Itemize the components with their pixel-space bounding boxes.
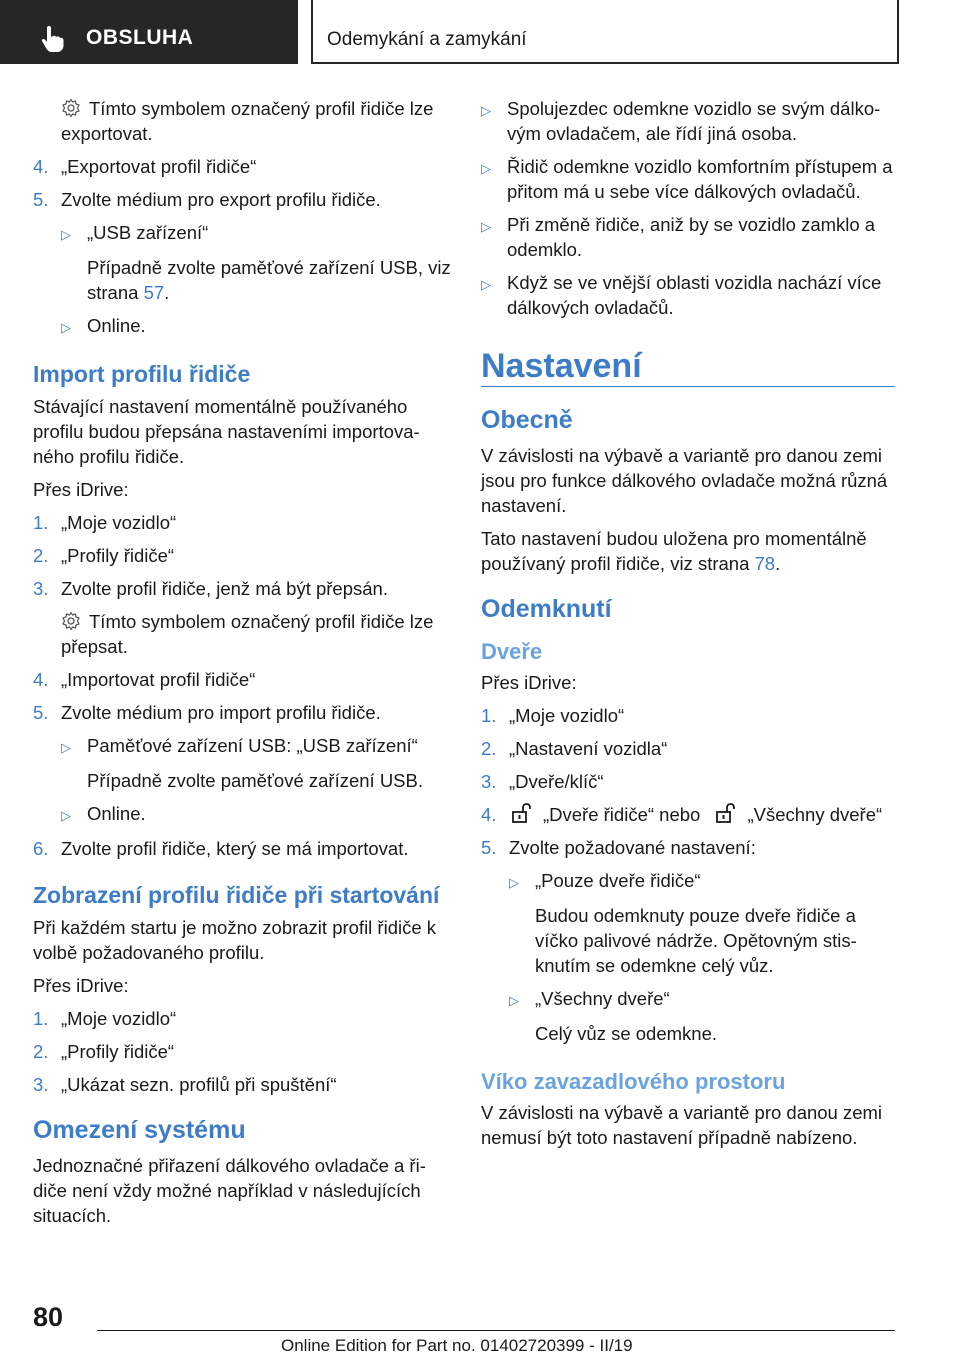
list-item: 6. Zvolte profil řidiče, který se má importovat. xyxy=(33,838,409,859)
list-item: 5. Zvolte médium pro export profilu řidiče. xyxy=(33,189,381,210)
footer-divider xyxy=(97,1330,895,1331)
bullet-note: Budou odemknuty pouze dveře řidiče a víčko palivové nádrže. Opětovným stis-knutím se odemkne celý vůz. xyxy=(535,905,857,976)
section-heading: Import profilu řidiče xyxy=(33,361,251,387)
section-heading: Obecně xyxy=(481,406,573,434)
section-heading: Zobrazení profilu řidiče při startování xyxy=(33,882,440,908)
chapter-title: Odemykání a zamykání xyxy=(327,29,527,50)
bullet-item: ▷ Když se ve vnější oblasti vozidla nachází více dálkových ovladačů. xyxy=(481,272,882,318)
lock-open-icon xyxy=(715,802,737,824)
list-item: 4. „Exportovat profil řidiče“ xyxy=(33,156,257,177)
bullet-item: ▷ Online. xyxy=(61,803,146,824)
chapter-heading: Nastavení xyxy=(481,346,895,387)
paragraph: V závislosti na výbavě a variantě pro danou zemi nemusí být toto nastavení případně nabízeno. xyxy=(481,1102,883,1148)
right-column xyxy=(481,96,895,1158)
paragraph: Přes iDrive: xyxy=(33,975,129,996)
gear-icon xyxy=(61,611,81,631)
paragraph: Přes iDrive: xyxy=(33,479,129,500)
bullet-note: Případně zvolte paměťové zařízení USB, viz strana 57. xyxy=(87,257,451,303)
bullet-item: ▷ Online. xyxy=(61,315,146,336)
bullet-item: ▷ Řidič odemkne vozidlo komfortním přístupem a přitom má u sebe více dálkových ovladačů. xyxy=(481,156,893,202)
paragraph: Při každém startu je možno zobrazit profil řidiče k volbě požadovaného profilu. xyxy=(33,917,437,963)
list-item: 3. „Dveře/klíč“ xyxy=(481,771,604,792)
section-heading: Omezení systému xyxy=(33,1116,246,1144)
list-item: 3. Zvolte profil řidiče, jenž má být přepsán. xyxy=(33,578,388,599)
list-item: 1. „Moje vozidlo“ xyxy=(481,705,625,726)
list-item: 5. Zvolte požadované nastavení: xyxy=(481,837,756,858)
list-item: 4. „Importovat profil řidiče“ xyxy=(33,669,256,690)
subsection-heading: Dveře xyxy=(481,639,543,664)
section-tab xyxy=(0,0,298,64)
bullet-item: ▷ „USB zařízení“ xyxy=(61,222,209,243)
paragraph: Tato nastavení budou uložena pro momentálně používaný profil řidiče, viz strana 78. xyxy=(481,528,867,574)
paragraph: Jednoznačné přiřazení dálkového ovladače a ři-diče není vždy možné například v následujících situacích. xyxy=(33,1155,426,1226)
page-number: 80 xyxy=(33,1302,64,1332)
page-link[interactable]: 57 xyxy=(143,282,165,303)
list-item: 2. „Profily řidiče“ xyxy=(33,545,175,566)
subsection-heading: Víko zavazadlového prostoru xyxy=(481,1069,786,1094)
list-item: 2. „Profily řidiče“ xyxy=(33,1041,175,1062)
bullet-item: ▷ Při změně řidiče, aniž by se vozidlo zamklo a odemklo. xyxy=(481,214,876,260)
list-item: 3. „Ukázat sezn. profilů při spuštění“ xyxy=(33,1074,337,1095)
paragraph: V závislosti na výbavě a variantě pro danou zemi jsou pro funkce dálkového ovladače možná různá nastavení. xyxy=(481,445,888,516)
overwrite-note: Tímto symbolem označený profil řidiče lze přepsat. xyxy=(61,611,434,657)
page-link[interactable]: 78 xyxy=(754,553,776,574)
bullet-item: ▷ Spolujezdec odemkne vozidlo se svým dálko-vým ovladačem, ale řídí jiná osoba. xyxy=(481,98,881,144)
list-item: 1. „Moje vozidlo“ xyxy=(33,1008,177,1029)
edition-note: Online Edition for Part no. 01402720399 - II/19 xyxy=(281,1336,633,1355)
list-item: 1. „Moje vozidlo“ xyxy=(33,512,177,533)
section-heading: Odemknutí xyxy=(481,595,612,623)
page-header xyxy=(0,0,960,66)
bullet-note: Případně zvolte paměťové zařízení USB. xyxy=(87,770,423,791)
list-item: 2. „Nastavení vozidla“ xyxy=(481,738,668,759)
hand-pointer-icon xyxy=(40,25,66,53)
list-item: 4. „Dveře řidiče“ nebo „Všechny dveře“ xyxy=(481,804,883,825)
bullet-item: ▷ „Všechny dveře“ xyxy=(509,988,670,1009)
bullet-item: ▷ Paměťové zařízení USB: „USB zařízení“ xyxy=(61,735,418,756)
paragraph: Přes iDrive: xyxy=(481,672,577,693)
gear-icon xyxy=(61,98,81,118)
paragraph: Stávající nastavení momentálně používaného profilu budou přepsána nastaveními importova-ného profilu řidiče. xyxy=(33,396,420,467)
list-item: 5. Zvolte médium pro import profilu řidiče. xyxy=(33,702,381,723)
lock-open-icon xyxy=(511,802,533,824)
left-column xyxy=(33,96,453,1236)
export-note: Tímto symbolem označený profil řidiče lze exportovat. xyxy=(61,98,434,144)
bullet-item: ▷ „Pouze dveře řidiče“ xyxy=(509,870,701,891)
section-label: OBSLUHA xyxy=(86,26,194,49)
chapter-tab xyxy=(311,0,899,64)
bullet-note: Celý vůz se odemkne. xyxy=(535,1023,718,1044)
